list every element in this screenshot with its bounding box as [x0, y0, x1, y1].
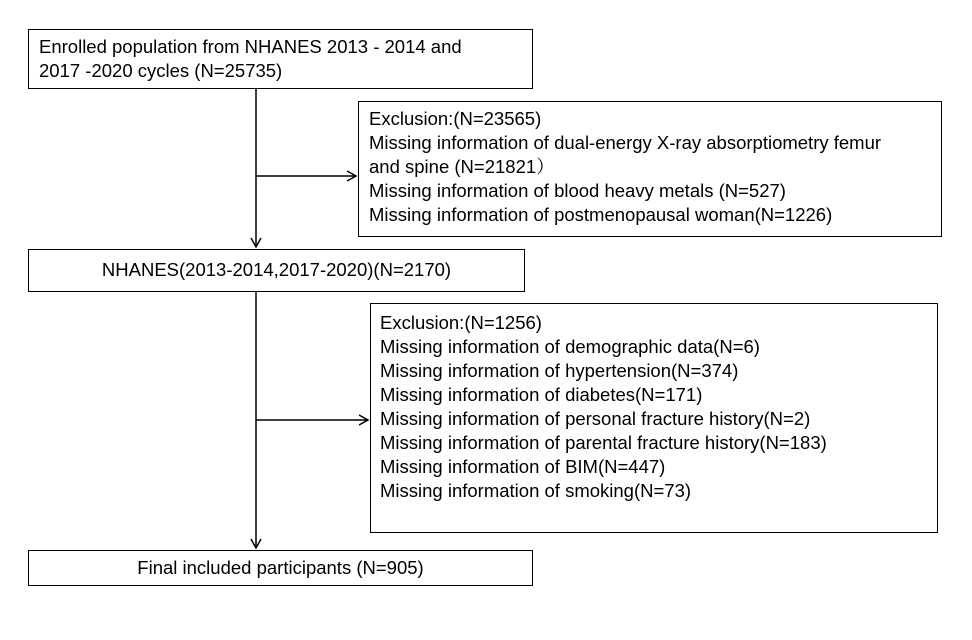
exclusion1-item-dxa: Missing information of dual-energy X-ray absorptiometry femur [369, 132, 882, 153]
exclusion2-item-demographic: Missing information of demographic data(N=6) [380, 336, 760, 357]
exclusion2-item-smoking: Missing information of smoking(N=73) [380, 480, 692, 501]
exclusion1-item-postmenopausal: Missing information of postmenopausal woman(N=1226) [369, 204, 833, 225]
exclusion2-item-personal-fracture: Missing information of personal fracture history(N=2) [380, 408, 811, 429]
exclusion-box-2 [370, 303, 938, 533]
final-participants-label: Final included participants (N=905) [137, 557, 424, 578]
exclusion2-item-diabetes: Missing information of diabetes(N=171) [380, 384, 703, 405]
final-participants-box [28, 550, 533, 586]
exclusion1-item-dxa-cont: and spine (N=21821） [369, 156, 555, 177]
nhanes-cohort-label: NHANES(2013-2014,2017-2020)(N=2170) [101, 259, 452, 280]
exclusion2-title: Exclusion:(N=1256) [380, 312, 542, 333]
exclusion-box-1 [358, 101, 942, 237]
exclusion2-item-parental-fracture: Missing information of parental fracture history(N=183) [380, 432, 827, 453]
enrolled-population-box [28, 29, 533, 89]
exclusion2-item-bim: Missing information of BIM(N=447) [380, 456, 666, 477]
enrolled-line-2: 2017 -2020 cycles (N=25735) [39, 60, 283, 81]
enrolled-line-1: Enrolled population from NHANES 2013 - 2014 and [39, 36, 462, 57]
exclusion2-item-hypertension: Missing information of hypertension(N=374) [380, 360, 739, 381]
nhanes-cohort-box [28, 249, 525, 292]
exclusion1-item-heavy-metals: Missing information of blood heavy metals (N=527) [369, 180, 786, 201]
exclusion1-title: Exclusion:(N=23565) [369, 108, 542, 129]
